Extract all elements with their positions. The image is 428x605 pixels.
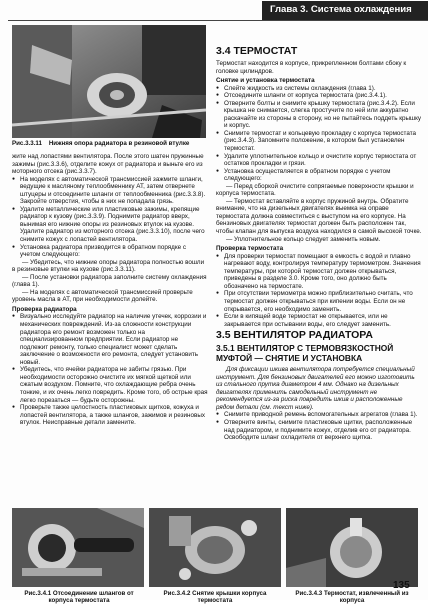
caption-text: Снятие крышки корпуса термостата (192, 590, 267, 605)
indented-paragraph: — Перед сборкой очистите сопрягаемые поверхности крышки и корпуса термостата. (216, 182, 414, 198)
caption-number: Рис.3.3.11 (12, 140, 42, 147)
paragraph: Термостат находится в корпусе, прикрепленном болтами сбоку к головке цилиндров. (216, 60, 407, 75)
photo-hoses-disconnect (12, 508, 144, 587)
indented-paragraph: — Убедитесь, что нижние опоры радиатора полностью вошли в резиновые втулки на кузове (рис.3.3.11). (12, 258, 205, 274)
bullet-item: ● Отверните винты, снимите пластиковые щитки, расположенные над радиатором, и поднимите кожух, отделив его от радиатора. Освободите шланг охладителя от верхнего щитка. (216, 419, 422, 442)
bullet-item: ● Визуально исследуйте радиатор на наличие утечек, коррозии и механических повреждений. Из-за сложности конструкции радиатора его ремонт возможен только на специализированном предприятии. Если радиатор не подлежит ремонту, только специалист может сделать заключение о возможности его ремонта, следует установить новый. (12, 313, 208, 366)
fig-caption-3-4-1 (12, 590, 146, 605)
fig-caption-3-4-2 (149, 590, 281, 605)
bullet-item: ● При отсутствии термометра можно приблизительно считать, что термостат должен открываться при кипении воды. Если он не открывается, его необходимо заменить. (216, 290, 422, 313)
bullet-item: ● Удалите уплотнительное кольцо и очистите корпус термостата от остатков прокладки и грязи. (216, 153, 422, 168)
photo-thermostat-removed (286, 508, 418, 587)
italic-note: Для фиксации шкива вентилятора потребуется специальный инструмент. Для бензиновых двигателей его можно изготовить из стального прутка диаметром 4 мм. Однако на дизельных двигателях применить самодельный инструмент не рекомендуется из-за риска повредить шкив и расположенные рядом детали (см. текст ниже). (216, 366, 415, 411)
bullet-item: ● На моделях с автоматической трансмиссией зажмите шланги, ведущие к масляному теплообменнику AT, затем отвернете штуцеры и отсоедините шланги от теплообменника (рис.3.3.8). Закройте отверстия, чтобы в них не попадала грязь. (12, 176, 208, 206)
bullet-item: ● Отсоедините шланги от корпуса термостата (рис.3.4.1). (216, 92, 422, 100)
photo-thermostat-cover (149, 508, 281, 587)
chapter-title: Глава 3. Система охлаждения (270, 4, 412, 15)
section-heading: 3.4 ТЕРМОСТАТ (216, 45, 298, 57)
bullet-item: ● Удалите металлические или пластиковые зажимы, крепящие радиатор к кузову (рис.3.3.9). Поднимите радиатор вверх, вынимая его нижние опоры из резиновых втулок на кузове. Удалите радиатор из моторного отсека (рис.3.3.10), после чего снимите кожух с лопастей вентилятора. (12, 206, 208, 244)
subheading: Проверка радиатора (12, 305, 77, 313)
subsection-heading: 3.5.1 ВЕНТИЛЯТОР С ТЕРМОВЯЗКОСТНОЙ МУФТОЙ — СНЯТИЕ И УСТАНОВКА (216, 343, 394, 363)
section-heading: 3.5 ВЕНТИЛЯТОР РАДИАТОРА (216, 329, 373, 342)
caption-number: Рис.3.4.2 (163, 590, 191, 597)
subheading: Снятие и установка термостата (216, 77, 315, 85)
caption-text: Нижняя опора радиатора в резиновой втулке (48, 140, 190, 147)
bullet-item: ● Слейте жидкость из системы охлаждения (глава 1). (216, 85, 422, 93)
bullet-item: ● Проверьте также целостность пластиковых щитков, кожуха и лопастей вентилятора, а также шлангов, зажимов и резиновых втулок. Неисправные детали замените. (12, 404, 208, 427)
photo-radiator-mount (12, 25, 206, 138)
bullet-item: ● Отверните болты и снимите крышку термостата (рис.3.4.2). Если крышка не снимается, слегка простучите по ней или аккуратно раскачайте из стороны в сторону, но не пытайтесь поддеть крышку и корпус. (216, 100, 422, 130)
bullet-item: ● Снимите термостат и кольцевую прокладку с корпуса термостата (рис.3.4.3). Запомните положение, в котором был установлен термостат. (216, 130, 422, 153)
bullet-item: ● Снимите приводной ремень вспомогательных агрегатов (глава 1). (216, 411, 422, 419)
bullet-item: ● Если в кипящей воде термостат не открывается, или не закрывается при остывании воды, его следует заменить. (216, 313, 422, 328)
indented-paragraph: — После установки радиатора заполните систему охлаждения (глава 1). (12, 273, 207, 289)
header-rule (8, 20, 428, 21)
bullet-item: ● Для проверки термостат помещают в емкость с водой и плавно нагревают воду, контролируя температуру термометром. Значения температуры, при которой термостат должен открываться, приведены в разделе 3.0. Кроме того, оно должно быть обозначено на термостате. (216, 253, 422, 291)
caption-number: Рис.3.4.1 (24, 590, 52, 597)
bullet-item: ● Установка осуществляется в обратном порядке с учетом следующего: (216, 168, 422, 183)
fig-caption-3-3-11 (12, 140, 212, 147)
caption-text: Термостат, извлеченный из корпуса (323, 590, 409, 605)
paragraph: жите над лопастями вентилятора. После этого шатен пружинные зажимы (рис.3.3.6), отделите кожух от радиатора и выньте его из моторного отсека (рис.3.3.7). (12, 153, 204, 176)
indented-paragraph: — Уплотнительное кольцо следует заменить новым. (226, 235, 381, 243)
caption-number: Рис.3.4.3 (295, 590, 323, 597)
caption-text: Отсоединение шлангов от корпуса термостата (48, 590, 134, 605)
fig-caption-3-4-3 (286, 590, 418, 605)
left-text-column (12, 153, 208, 427)
indented-paragraph: — На моделях с автоматической трансмиссией проверьте уровень масла в AT, при необходимости долейте. (12, 288, 193, 304)
bullet-item: ● Убедитесь, что ячейки радиатора не забиты грязью. При необходимости осторожно очистите их мягкой щеткой или сжатым воздухом. Помните, что охлаждающие ребра очень тонкие, и их очень легко повредить. Кроме того, об острые края легко порезаться — будьте осторожны. (12, 366, 208, 404)
page-number: 135 (393, 580, 410, 591)
subheading: Проверка термостата (216, 245, 284, 253)
right-text-column (216, 44, 422, 442)
indented-paragraph: — Термостат вставляйте в корпус пружиной внутрь. Обратите внимание, что на дизельных двигателях выемка на оправе термостата должна совместиться с выступом на его корпусе. На бензиновых двигателях термостат должен быть расположен так, чтобы клапан для выпуска воздуха находился в самой высокой точке. (216, 197, 422, 236)
bullet-item: ● Установка радиатора призводится в обратном порядке с учетом следующего: (12, 244, 208, 259)
